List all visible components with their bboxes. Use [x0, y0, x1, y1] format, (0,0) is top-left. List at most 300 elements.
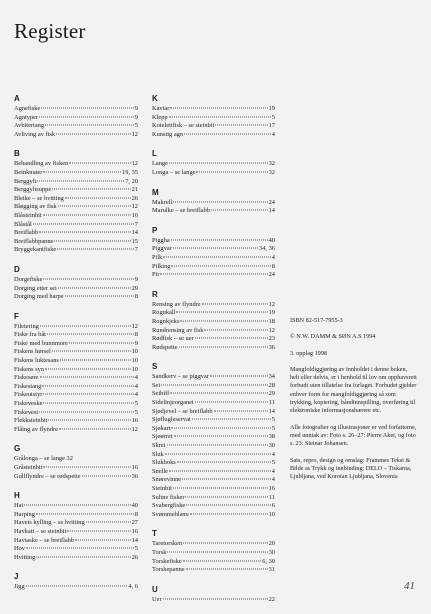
dot-leader — [167, 551, 267, 552]
entry-page: 4 — [134, 374, 138, 382]
section-letter: A — [14, 94, 20, 103]
entry-name: Bleike – se hvitting — [14, 194, 64, 202]
dot-leader — [65, 197, 131, 198]
entry-name: Bløgging av fisk — [14, 203, 57, 211]
index-entry — [152, 416, 275, 425]
section-letter: H — [14, 491, 20, 501]
entry-name: Filetering — [14, 322, 39, 330]
index-entry — [14, 169, 138, 178]
index-entry — [152, 485, 275, 494]
entry-page: 19 — [268, 105, 275, 112]
entry-name: Rødspette — [152, 343, 178, 351]
dot-leader — [40, 325, 131, 326]
entry-page: 5 — [134, 122, 138, 130]
entry-name: Berggylt — [14, 177, 37, 185]
index-entry — [152, 566, 275, 575]
dot-leader — [192, 419, 271, 420]
section-letter: L — [152, 149, 157, 159]
index-entry — [152, 494, 275, 503]
index-section — [152, 585, 275, 605]
entry-name: Havkatt – se steinbit — [14, 527, 67, 535]
entry-name: Skrei — [152, 442, 166, 450]
entry-name: Steinbit — [152, 485, 172, 492]
index-entry — [14, 114, 138, 123]
entry-name: Berggyltsuppe — [14, 186, 52, 194]
entry-name: Rødfisk – se uer — [152, 335, 194, 343]
index-entry — [152, 131, 275, 140]
dot-leader — [26, 586, 128, 587]
index-entry — [152, 511, 275, 520]
index-entry — [14, 455, 138, 464]
index-entry — [152, 105, 275, 114]
dot-leader — [171, 427, 270, 428]
index-section — [14, 265, 138, 302]
index-entry — [14, 238, 138, 247]
index-entry — [14, 537, 138, 546]
dot-leader — [177, 462, 271, 463]
index-entry — [152, 199, 275, 208]
section-letter: D — [14, 264, 20, 274]
index-section — [14, 312, 138, 435]
dot-leader — [60, 360, 131, 361]
index-entry — [14, 348, 138, 357]
entry-name: Marulke – se breiflabb — [152, 207, 211, 215]
entry-page: 12 — [268, 300, 275, 308]
dot-leader — [171, 265, 270, 266]
dot-leader — [47, 334, 134, 335]
index-section — [152, 290, 275, 353]
dot-leader — [173, 488, 268, 489]
dot-leader — [39, 411, 134, 412]
entry-page: 36 — [268, 343, 275, 351]
dot-leader — [42, 385, 133, 386]
entry-name: Pilking — [152, 262, 171, 270]
publication-info — [290, 317, 418, 489]
entry-page: 7 — [134, 220, 138, 228]
entry-name: Havets kylling – se hvitting — [14, 519, 85, 527]
entry-name: Jigg — [14, 583, 25, 591]
dot-leader — [33, 223, 134, 224]
dot-leader — [176, 312, 267, 313]
index-entry — [14, 409, 138, 418]
index-section — [152, 529, 275, 574]
dot-leader — [24, 505, 130, 506]
index-entry — [14, 366, 138, 375]
entry-name: Svabergfiske — [152, 502, 186, 510]
index-entry — [152, 459, 275, 468]
entry-name: Grålonga – se lange 32 — [14, 455, 73, 463]
dot-leader — [86, 522, 131, 523]
dot-leader — [43, 467, 130, 468]
dot-leader — [43, 214, 131, 215]
dot-leader — [43, 171, 121, 172]
entry-page: 16 — [131, 417, 138, 425]
entry-name: Avbitertang — [14, 122, 45, 130]
dot-leader — [186, 569, 268, 570]
index-entry — [152, 596, 275, 605]
entry-name: Taretorsken — [152, 540, 183, 548]
dot-leader — [69, 342, 134, 343]
entry-page: 4 — [134, 391, 138, 399]
index-entry — [152, 433, 275, 442]
entry-page: 12 — [268, 326, 275, 334]
photo-credits-text: Alle fotografier og illustrasjoner er ved forfatterne, med unntak av: Foto s. 26–27: Pierre Aker, og foto s. 23: Steinar Johansen. — [290, 423, 417, 448]
dot-leader — [170, 108, 267, 109]
entry-page: 9 — [134, 275, 138, 283]
entry-name: Hov — [14, 545, 26, 553]
dot-leader — [65, 296, 134, 297]
index-entry — [152, 237, 275, 246]
page-number: 41 — [404, 580, 415, 592]
index-section — [14, 572, 138, 592]
entry-page: 34 — [268, 373, 275, 381]
entry-name: Dorging med harpe — [14, 293, 64, 301]
index-entry — [152, 301, 275, 310]
entry-name: Fiskens syn — [14, 365, 45, 373]
dot-leader — [48, 420, 130, 421]
entry-name: Svømmeblære — [152, 510, 189, 518]
index-entry — [14, 221, 138, 230]
entry-name: Fiskeutstyr — [14, 391, 43, 399]
index-entry — [152, 451, 275, 460]
entry-page: 24 — [268, 271, 275, 279]
dot-leader — [174, 436, 268, 437]
entry-page: 8 — [134, 510, 138, 518]
dot-leader — [40, 377, 134, 378]
entry-page: 6, 30 — [262, 557, 275, 565]
entry-page: 38 — [268, 433, 275, 441]
dot-leader — [185, 496, 267, 497]
dot-leader — [82, 475, 131, 476]
dot-leader — [52, 351, 131, 352]
dot-leader — [165, 453, 271, 454]
dot-leader — [45, 368, 131, 369]
dot-leader — [41, 108, 134, 109]
index-section — [152, 226, 275, 280]
dot-leader — [54, 240, 130, 241]
dot-leader — [37, 180, 124, 181]
entry-name: Slukboks — [152, 459, 176, 467]
dot-leader — [202, 303, 268, 304]
rights-text: Mangfoldiggjøring av innholdet i denne boken, helt eller delvis, er i henhold til lov om opphavsrett forbudt uten tillatelse fra forlaget. Forbudet gjelder enhver form for mangfoldiggjøring så som trykking, kopiering, båndinnspilling, overføring til elektroniske informasjonsbærere etc. — [290, 365, 417, 415]
index-entry — [152, 344, 275, 353]
entry-page: 26 — [131, 553, 138, 561]
index-entry — [152, 169, 275, 178]
entry-name: Makrell — [152, 198, 173, 206]
entry-page: 8 — [134, 293, 138, 301]
entry-page: 8 — [134, 331, 138, 339]
section-letter: K — [152, 94, 158, 103]
entry-name: Gullflyndre – se rødspette — [14, 472, 81, 480]
index-entry — [152, 160, 275, 169]
entry-name: Dorging etter sei — [14, 284, 57, 292]
entry-name: Kotelettfisk – se steinbit — [152, 122, 215, 130]
entry-name: Fiskens hørsel — [14, 348, 51, 356]
entry-page: 32 — [268, 160, 275, 168]
dot-leader — [26, 548, 134, 549]
entry-page: 6 — [271, 502, 275, 510]
entry-page: 16 — [268, 485, 275, 492]
index-entry — [14, 186, 138, 195]
dot-leader — [160, 274, 267, 275]
entry-name: Flåing av flyndre — [14, 425, 59, 433]
entry-page: 10 — [268, 510, 275, 518]
entry-page: 5 — [134, 400, 138, 408]
entry-page: 4 — [271, 467, 275, 475]
dot-leader — [183, 560, 261, 561]
index-entry — [14, 583, 138, 592]
index-entry — [152, 476, 275, 485]
entry-page: 10 — [131, 365, 138, 373]
entry-page: 5 — [271, 113, 275, 121]
entry-page: 14 — [131, 229, 138, 237]
index-section — [14, 149, 138, 255]
index-entry — [14, 473, 138, 482]
dot-leader — [67, 530, 130, 531]
entry-name: Breiflabb — [14, 229, 39, 237]
entry-name: Sidelinjeorganet — [152, 399, 194, 407]
dot-leader — [186, 505, 271, 506]
dot-leader — [170, 393, 267, 394]
index-entry — [152, 399, 275, 408]
entry-page: 4 — [271, 130, 275, 138]
entry-name: Torsk — [152, 548, 167, 556]
section-letter: T — [152, 529, 157, 539]
entry-page: 19 — [268, 309, 275, 317]
entry-page: 12 — [131, 160, 138, 168]
entry-page: 12 — [131, 203, 138, 211]
entry-name: Sei — [152, 381, 161, 389]
index-entry — [14, 374, 138, 383]
entry-page: 36 — [131, 472, 138, 480]
index-entry — [152, 502, 275, 511]
entry-name: Breiflabbpanne — [14, 237, 54, 245]
edition-text: 3. opplag 1998 — [290, 349, 327, 357]
entry-page: 9 — [134, 339, 138, 347]
entry-page: 19, 35 — [122, 168, 138, 176]
entry-page: 7 — [134, 246, 138, 254]
index-entry — [14, 528, 138, 537]
entry-name: Gråsteinbit — [14, 464, 43, 471]
entry-name: Snørevinne — [152, 476, 182, 484]
entry-name: Fiskeveske — [14, 400, 43, 408]
entry-page: 40 — [131, 502, 138, 510]
entry-name: Rundrensing av fisk — [152, 326, 204, 334]
entry-page: 30 — [268, 442, 275, 450]
index-entry — [152, 390, 275, 399]
index-entry — [14, 229, 138, 238]
index-entry — [152, 468, 275, 477]
entry-page: 4 — [271, 450, 275, 458]
dot-leader — [161, 384, 267, 385]
entry-name: Sjøørret — [152, 433, 173, 441]
dot-leader — [180, 320, 267, 321]
dot-leader — [184, 133, 271, 134]
entry-name: Sandkerv – se piggvar — [152, 373, 209, 381]
section-letter: P — [152, 225, 158, 235]
entry-name: Longa – se lange — [152, 168, 196, 176]
entry-page: 29 — [131, 284, 138, 292]
dot-leader — [211, 210, 268, 211]
dot-leader — [36, 513, 134, 514]
entry-name: Dorgefiske — [14, 275, 43, 283]
dot-leader — [163, 598, 268, 599]
section-letter: G — [14, 444, 21, 454]
index-entry — [152, 271, 275, 280]
index-entry — [152, 335, 275, 344]
entry-name: Hvitting — [14, 553, 36, 561]
index-entry — [14, 554, 138, 563]
entry-page: 27 — [131, 519, 138, 527]
dot-leader — [43, 403, 133, 404]
dot-leader — [179, 346, 268, 347]
dot-leader — [69, 163, 130, 164]
index-section — [152, 149, 275, 177]
entry-page: 11 — [268, 399, 275, 407]
index-entry — [152, 373, 275, 382]
index-entry — [14, 323, 138, 332]
entry-page: 28 — [268, 381, 275, 389]
dot-leader — [183, 543, 268, 544]
index-entry — [14, 464, 138, 473]
dot-leader — [196, 171, 267, 172]
dot-leader — [43, 394, 133, 395]
entry-name: Klepp — [152, 113, 168, 121]
index-entry — [14, 340, 138, 349]
dot-leader — [215, 125, 267, 126]
isbn-text: ISBN 82-517-7955-3 — [290, 317, 343, 324]
dot-leader — [39, 232, 130, 233]
entry-name: Agnefiske — [14, 105, 41, 112]
index-entry — [14, 178, 138, 187]
dot-leader — [190, 513, 268, 514]
entry-page: 5 — [271, 459, 275, 467]
entry-name: Fiske med bunnmore — [14, 339, 68, 347]
entry-name: Behandling av fisken — [14, 160, 69, 168]
dot-leader — [173, 201, 267, 202]
entry-name: Sjøkart — [152, 424, 171, 432]
index-entry — [152, 263, 275, 272]
entry-name: Avliving av fisk — [14, 130, 56, 138]
entry-page: 14 — [131, 536, 138, 544]
entry-name: Pilk — [152, 253, 163, 261]
index-entry — [152, 327, 275, 336]
entry-page: 22 — [268, 595, 275, 603]
entry-page: 10 — [131, 357, 138, 365]
dot-leader — [169, 116, 271, 117]
entry-page: 5 — [134, 408, 138, 416]
entry-name: Fiskens luktesans — [14, 357, 59, 365]
entry-name: Fiskevest — [14, 408, 39, 416]
dot-leader — [56, 133, 131, 134]
entry-page: 16 — [131, 527, 138, 535]
index-entry — [14, 417, 138, 426]
entry-name: Snelle — [152, 467, 168, 475]
entry-page: 16 — [131, 211, 138, 219]
index-entry — [14, 502, 138, 511]
index-entry — [152, 254, 275, 263]
index-entry — [152, 245, 275, 254]
dot-leader — [163, 256, 270, 257]
entry-page: 12 — [131, 425, 138, 433]
entry-page: 26 — [131, 194, 138, 202]
entry-page: 7, 20 — [125, 177, 138, 185]
dot-leader — [169, 163, 268, 164]
entry-name: Kunstig agn — [152, 130, 184, 138]
entry-page: 10 — [131, 348, 138, 356]
section-letter: R — [152, 289, 158, 299]
index-entry — [14, 276, 138, 285]
section-letter: J — [14, 572, 19, 582]
entry-name: Beinknuter — [14, 168, 43, 176]
section-letter: S — [152, 362, 158, 372]
entry-page: 12 — [131, 130, 138, 138]
entry-name: Havtaske – se breiflabb — [14, 536, 75, 544]
dot-leader — [169, 470, 271, 471]
index-entry — [14, 246, 138, 255]
entry-name: Rognkjeks — [152, 317, 180, 325]
section-letter: B — [14, 149, 20, 159]
dot-leader — [45, 125, 134, 126]
entry-page: 4 — [271, 476, 275, 484]
entry-page: 30 — [268, 548, 275, 556]
dot-leader — [173, 248, 258, 249]
entry-name: Agntyper — [14, 113, 39, 121]
index-entry — [14, 426, 138, 435]
section-letter: M — [152, 187, 159, 197]
entry-name: Piggha — [152, 236, 170, 244]
dot-leader — [210, 376, 268, 377]
copyright-text: © N.W. DAMM & SØN A.S 1994 — [290, 333, 376, 341]
entry-name: Sultne fisker — [152, 493, 185, 501]
index-column-left — [14, 94, 138, 602]
entry-name: Rensing av flyndre — [152, 300, 201, 308]
index-entry — [14, 383, 138, 392]
entry-page: 15 — [131, 237, 138, 245]
entry-page: 12 — [131, 322, 138, 330]
index-entry — [152, 408, 275, 417]
index-column-middle — [152, 94, 275, 614]
entry-name: Flekksteinbit — [14, 417, 48, 425]
dot-leader — [58, 206, 131, 207]
index-entry — [152, 425, 275, 434]
index-entry — [14, 400, 138, 409]
entry-name: Piggvar — [152, 245, 172, 253]
dot-leader — [171, 239, 268, 240]
entry-name: Hai — [14, 502, 24, 510]
entry-page: 5 — [134, 545, 138, 553]
section-letter: F — [14, 311, 19, 321]
entry-page: 4 — [271, 253, 275, 261]
entry-page: 9 — [134, 113, 138, 121]
index-entry — [14, 203, 138, 212]
index-entry — [14, 331, 138, 340]
dot-leader — [214, 410, 268, 411]
entry-page: 5 — [271, 416, 275, 424]
entry-name: Bryggekantfiske — [14, 246, 57, 254]
entry-name: Sjøflugleservat — [152, 416, 191, 424]
entry-name: Pir — [152, 271, 160, 279]
entry-page: 21 — [131, 186, 138, 194]
page-title: Register — [14, 19, 86, 43]
entry-page: 17 — [268, 122, 275, 130]
index-entry — [14, 195, 138, 204]
dot-leader — [182, 479, 271, 480]
entry-name: Fiske fra båt — [14, 331, 46, 339]
entry-name: Sluk — [152, 450, 164, 458]
entry-page: 4 — [134, 382, 138, 390]
entry-name: Kaviar — [152, 105, 170, 112]
